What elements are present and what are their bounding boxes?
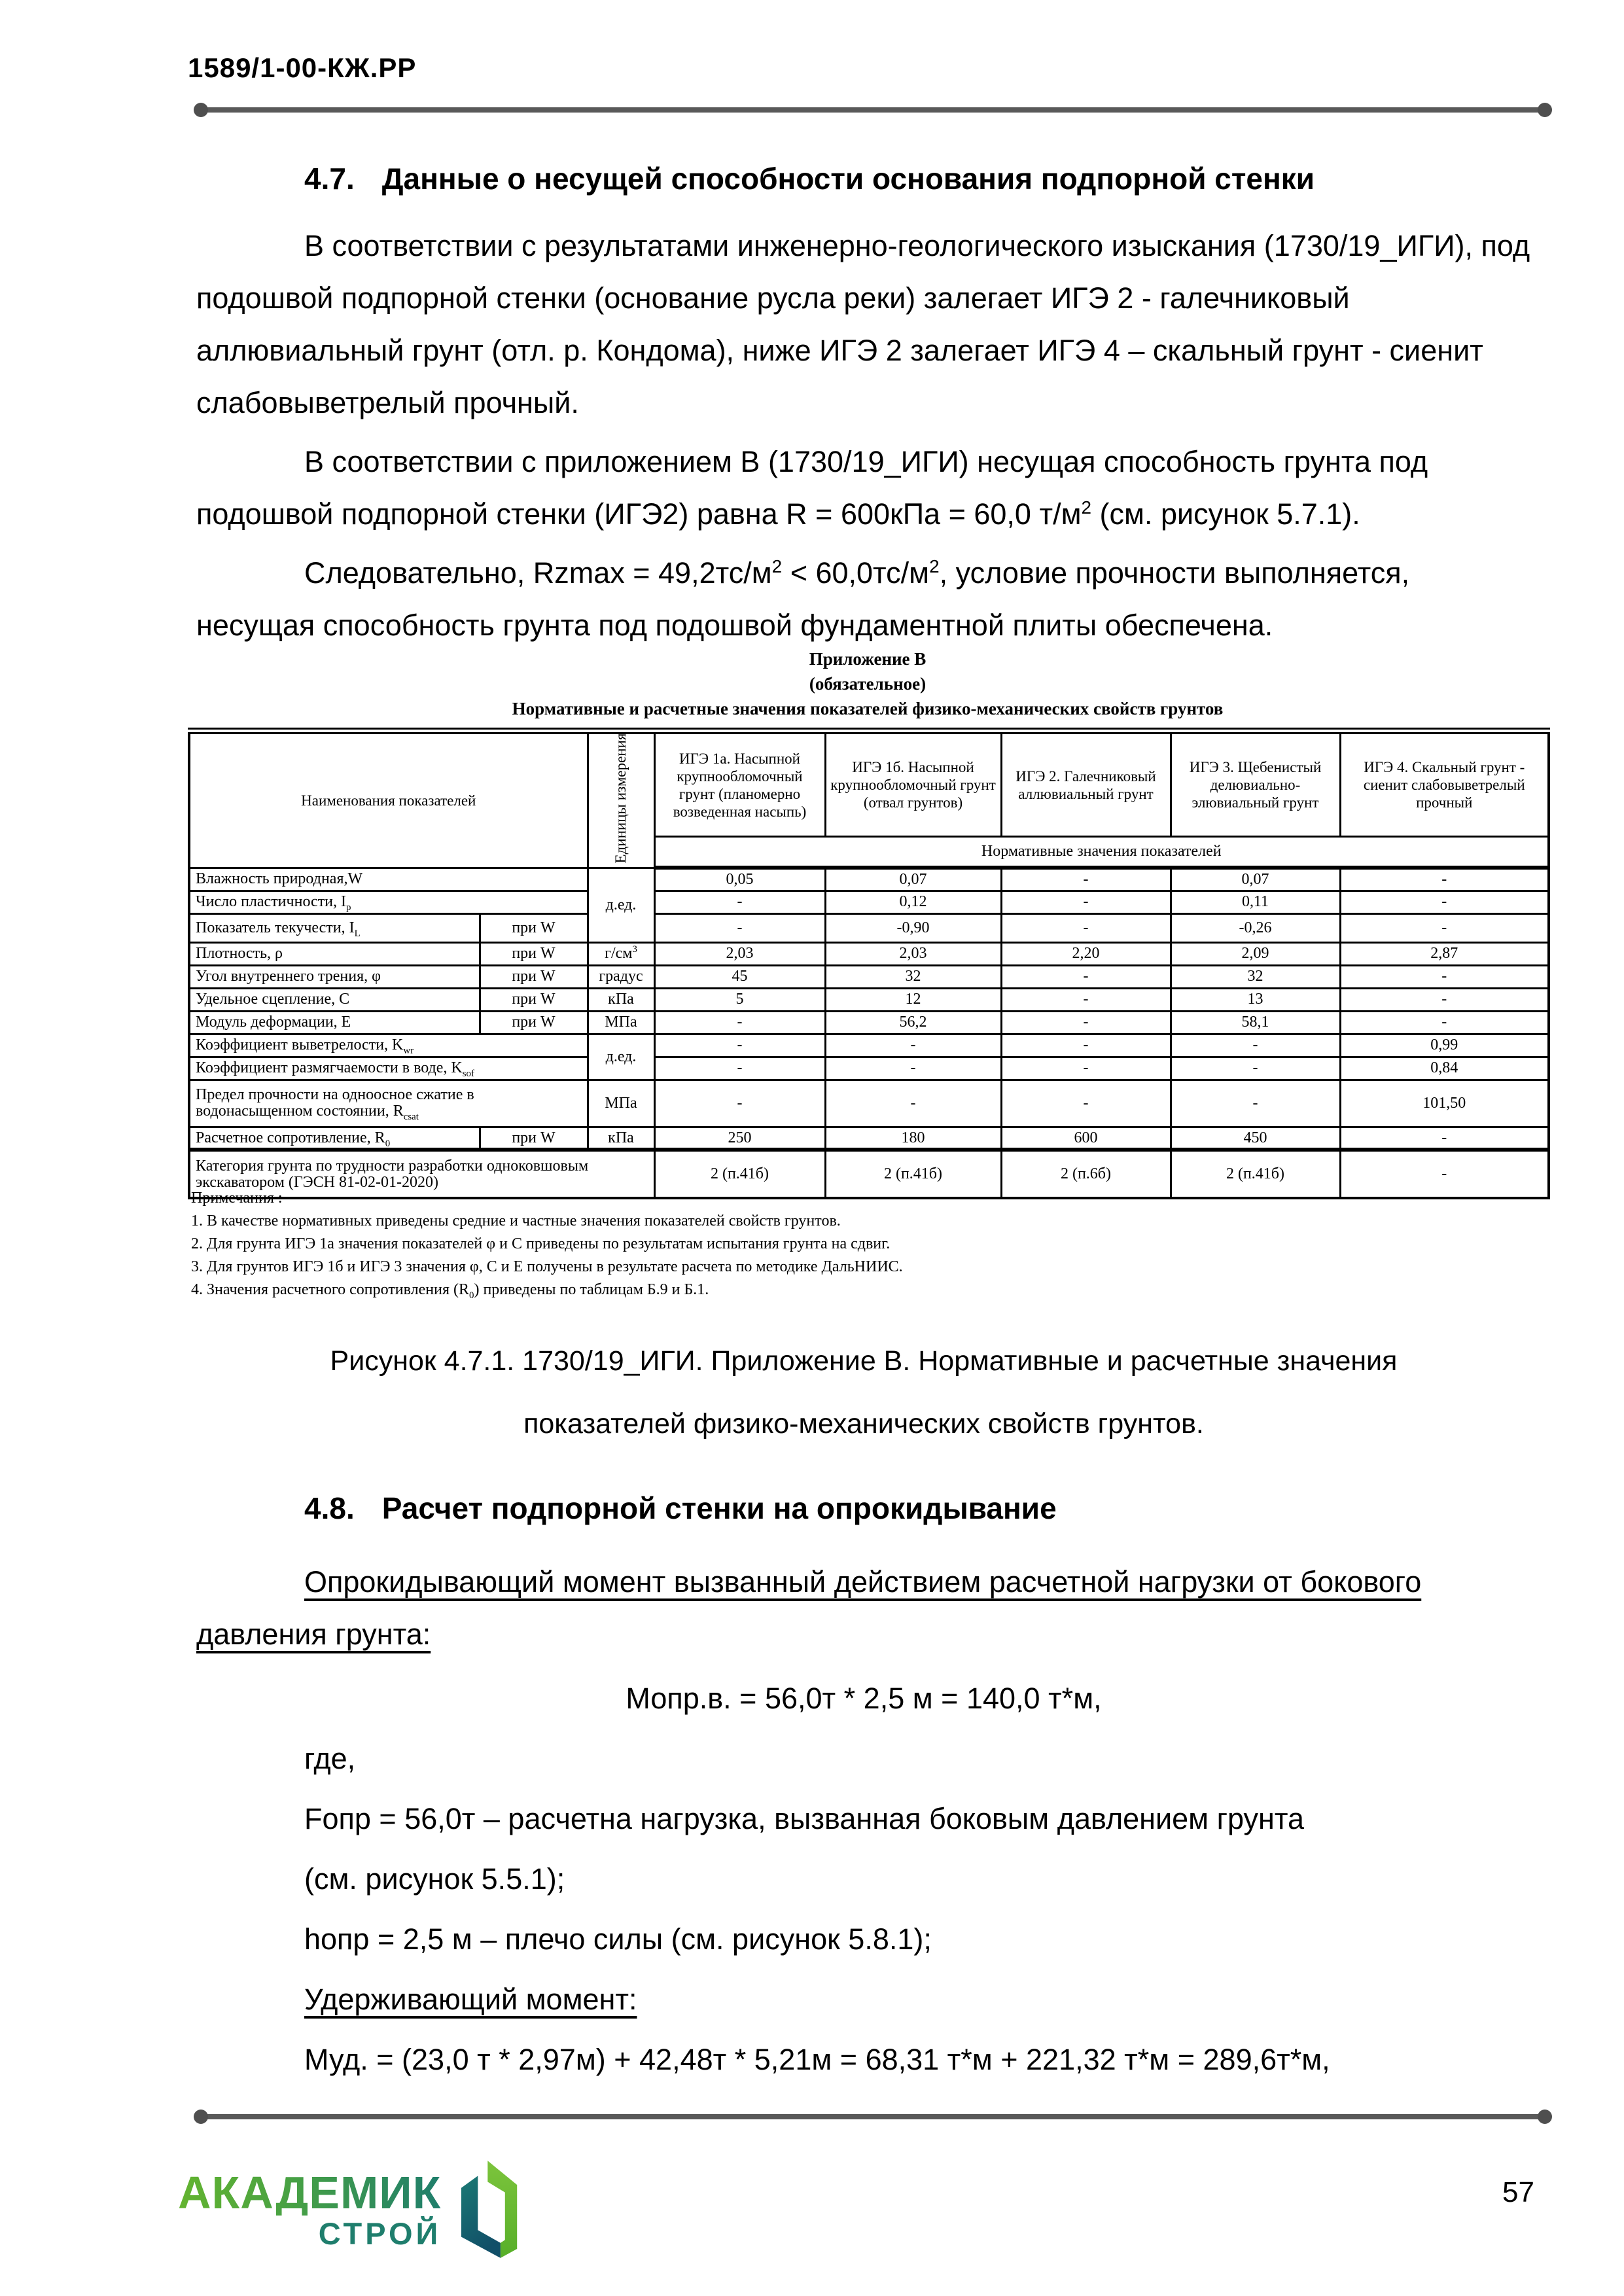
logo-text <box>178 2159 441 2249</box>
paragraph-lever-arm: hопр = 2,5 м – плечо силы (см. рисунок 5.8.1); <box>304 1922 932 1956</box>
house-icon <box>451 2159 521 2259</box>
formula-holding: Муд. = (23,0 т * 2,97м) + 42,48т * 5,21м = 68,31 т*м + 221,32 т*м = 289,6т*м, <box>304 2043 1330 2076</box>
formula-overturning: Мопр.в. = 56,0т * 2,5 м = 140,0 т*м, <box>626 1682 1102 1715</box>
column-header-ige4: ИГЭ 4. Скальный грунт - сиенит слабовыветрелый прочный <box>1340 731 1549 837</box>
appendix-title-line1: Приложение В <box>809 649 927 669</box>
header-rule <box>196 107 1549 113</box>
table-row: Предел прочности на одноосное сжатие в водонасыщенном состоянии, $R_{csat}$ МПа - - - - 101,50 <box>189 1080 1549 1127</box>
table-row: Угол внутреннего трения, φ при W градус 45 32 - 32 - <box>189 965 1549 988</box>
paragraph-bearing-capacity: В соответствии с приложением В (1730/19_ИГИ) несущая способность грунта под подошвой подпорной стенки (ИГЭ2) равна R = 600кПа = 60,0 $т/м^2$ (см. рисунок 5.7.1). <box>196 445 1428 531</box>
table-row: Модуль деформации, Е при W МПа - 56,2 - 58,1 - <box>189 1011 1549 1034</box>
table-row: Расчетное сопротивление, $R_0$ при W кПа 250 180 600 450 - <box>189 1127 1549 1150</box>
note-2: 2. Для грунта ИГЭ 1а значения показателей φ и С приведены по результатам испытания грунта на сдвиг. <box>191 1235 891 1252</box>
heading-title: Расчет подпорной стенки на опрокидывание <box>381 1491 1057 1525</box>
company-logo <box>178 2159 521 2259</box>
figure-caption-line1: Рисунок 4.7.1. 1730/19_ИГИ. Приложение В. Нормативные и расчетные значения <box>330 1345 1398 1377</box>
table-row: Категория грунта по трудности разработки одноковшовым экскаватором (ГЭСН 81-02-01-2020) 2 (п.41б) 2 (п.41б) 2 (п.6б) 2 (п.41б) - <box>189 1150 1549 1198</box>
column-header-ige3: ИГЭ 3. Щебенистый делювиально-элювиальный грунт <box>1171 731 1340 837</box>
at-w-cell: при W <box>480 1127 588 1150</box>
unit-cell: МПа <box>588 1011 654 1034</box>
appendix-title-line3: Нормативные и расчетные значения показателей физико-механических свойств грунтов <box>512 699 1224 718</box>
column-header-ige1a: ИГЭ 1а. Насыпной крупнообломочный грунт (планомерно возведенная насыпь) <box>654 731 825 837</box>
paragraph-where: где, <box>304 1742 356 1775</box>
table-row: Плотность, ρ при W $г/см^3$ 2,03 2,03 2,20 2,09 2,87 <box>189 942 1549 965</box>
heading-number: 4.8. <box>304 1491 355 1525</box>
unit-cell: МПа <box>588 1080 654 1127</box>
unit-cell: кПа <box>588 988 654 1011</box>
superscript: 2 <box>1081 497 1092 518</box>
appendix-title-line2: (обязательное) <box>809 674 927 694</box>
column-header-ige2: ИГЭ 2. Галечниковый аллювиальный грунт <box>1001 731 1171 837</box>
unit-cell: кПа <box>588 1127 654 1150</box>
soil-properties-table <box>188 728 1550 1199</box>
appendix-table-wrapper <box>188 728 1550 1199</box>
unit-cell: д.ед. <box>588 1034 654 1080</box>
note-3: 3. Для грунтов ИГЭ 1б и ИГЭ 3 значения φ, С и Е получены в результате расчета по методике ДальНИИС. <box>191 1258 903 1275</box>
at-w-cell: при W <box>480 988 588 1011</box>
page-number: 57 <box>1502 2176 1534 2208</box>
paragraph-holding-moment: Удерживающий момент: <box>304 1983 637 2016</box>
table-row: Влажность природная,W д.ед. 0,05 0,07 - 0,07 - <box>189 868 1549 891</box>
at-w-cell: при W <box>480 942 588 965</box>
heading-number: 4.7. <box>304 162 355 196</box>
table-row: Коэффициент выветрелости, $K_{wr}$ д.ед. - - - - 0,99 <box>189 1034 1549 1057</box>
paragraph-overturning-moment: Опрокидывающий момент вызванный действием расчетной нагрузки от бокового давления грунта: <box>196 1565 1422 1651</box>
note-4: 4. Значения расчетного сопротивления $(R_0)$ приведены по таблицам Б.9 и Б.1. <box>191 1281 709 1301</box>
unit-cell: градус <box>588 965 654 988</box>
superscript: 2 <box>929 556 940 576</box>
table-row: Удельное сцепление, С при W кПа 5 12 - 13 - <box>189 988 1549 1011</box>
rule-dot-icon <box>194 2110 208 2124</box>
appendix-title <box>188 646 1547 721</box>
section-4-7-heading <box>196 161 1531 196</box>
section-4-8-heading <box>196 1491 1531 1526</box>
paragraph-see-figure: (см. рисунок 5.5.1); <box>304 1862 565 1896</box>
paragraph-geology: В соответствии с результатами инженерно-геологического изыскания (1730/19_ИГИ), под подошвой подпорной стенки (основание русла реки) залегает ИГЭ 2 - галечниковый аллювиальный грунт (отл. р. Кондома), ниже ИГЭ 2 залегает ИГЭ 4 – скальный грунт - сиенит слабовыветрелый прочный. <box>196 229 1530 419</box>
at-w-cell: при W <box>480 913 588 942</box>
paragraph-condition-check: Следовательно, $Rzmax = 49,2тс/м^2 < 60,0тс/м^2$, условие прочности выполняется, несущая способность грунта под подошвой фундаментной плиты обеспечена. <box>196 556 1410 642</box>
logo-stroy-label: СТРОЙ <box>318 2216 442 2251</box>
document-code: 1589/1-00-КЖ.РР <box>188 52 417 83</box>
notes-title: Примечания : <box>191 1190 283 1207</box>
table-row: Показатель текучести, $I_L$ при W - -0,90 - -0,26 - <box>189 913 1549 942</box>
at-w-cell: при W <box>480 1011 588 1034</box>
at-w-cell: при W <box>480 965 588 988</box>
heading-title: Данные о несущей способности основания подпорной стенки <box>381 162 1315 196</box>
rule-dot-icon <box>1538 103 1552 117</box>
column-header-ige1b: ИГЭ 1б. Насыпной крупнообломочный грунт (отвал грунтов) <box>825 731 1001 837</box>
subheader-normative-values: Нормативные значения показателей <box>654 837 1549 868</box>
rule-dot-icon <box>1538 2110 1552 2124</box>
column-header-name: Наименования показателей <box>189 731 588 868</box>
paragraph-force: Fопр = 56,0т – расчетна нагрузка, вызванная боковым давлением грунта <box>304 1802 1305 1835</box>
footer-rule <box>196 2114 1549 2119</box>
superscript: 2 <box>771 556 783 576</box>
table-row: Коэффициент размягчаемости в воде, $K_{sof}$ - - - - 0,84 <box>189 1057 1549 1080</box>
note-1: 1. В качестве нормативных приведены средние и частные значения показателей свойств грунтов. <box>191 1212 841 1229</box>
column-header-units: Единицы измерения <box>588 731 654 868</box>
figure-caption-line2: показателей физико-механических свойств грунтов. <box>523 1408 1204 1439</box>
table-header-row <box>189 731 1549 837</box>
unit-cell: д.ед. <box>588 868 654 942</box>
logo-akademik-label: АКАДЕМИК <box>178 2167 442 2218</box>
unit-cell: $г/см^3$ <box>588 942 654 965</box>
table-notes <box>191 1188 1551 1302</box>
table-row: Число пластичности, $I_p$ - 0,12 - 0,11 - <box>189 891 1549 913</box>
figure-caption <box>196 1330 1531 1455</box>
rule-dot-icon <box>194 103 208 117</box>
